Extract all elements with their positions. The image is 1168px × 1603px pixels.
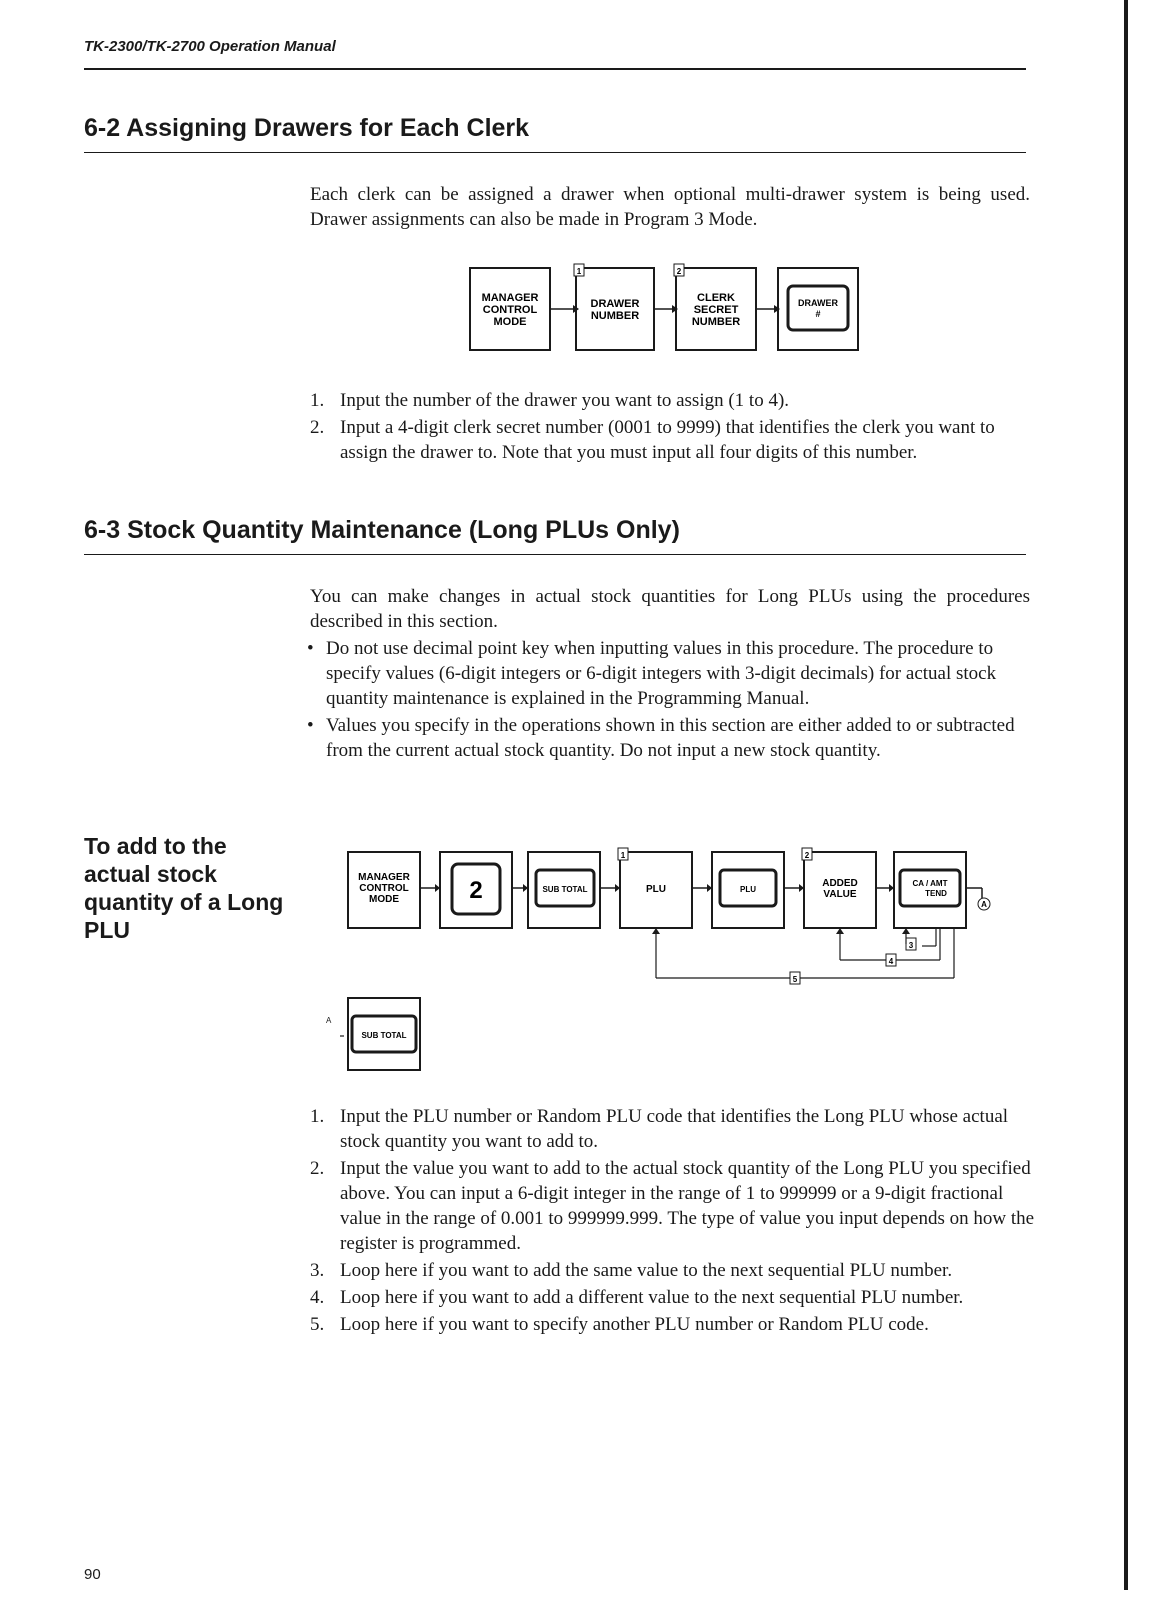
diagram2-mcm-line1: MANAGER (358, 872, 410, 883)
bullet-text: Values you specify in the operations shown in this section are either added to or subtracted from the current actual stock quantity. Do not input a new stock quantity. (326, 715, 1015, 761)
step-text: Loop here if you want to add a different value to the next sequential PLU number. (340, 1287, 964, 1308)
list-item (304, 636, 1022, 711)
list-item (310, 1258, 1035, 1283)
list-item (310, 1104, 1035, 1154)
diagram1-mcm-line2: CONTROL (482, 304, 538, 316)
diagram2-plu-input-label: PLU (646, 884, 666, 895)
step-number: 2. (310, 1158, 325, 1179)
list-item (310, 388, 1035, 413)
header-rule (84, 68, 1026, 70)
step-text: Loop here if you want to add the same value to the next sequential PLU number. (340, 1260, 953, 1281)
diagram1-step-marker-2: 2 (676, 267, 682, 276)
step-number: 1. (310, 390, 325, 411)
list-item (310, 1285, 1035, 1310)
section-6-2-steps (310, 388, 1035, 467)
drawer-assign-diagram (460, 258, 880, 358)
section-6-2-title: 6-2 Assigning Drawers for Each Clerk (84, 114, 530, 142)
section-6-2-rule (84, 152, 1026, 153)
diagram2-step-marker-5: 5 (792, 975, 798, 984)
section-6-3-title: 6-3 Stock Quantity Maintenance (Long PLUs Only) (84, 516, 680, 544)
list-item (304, 713, 1022, 763)
diagram2-ca-line2: TEND (925, 889, 947, 898)
step-number: 4. (310, 1287, 325, 1308)
diagram1-clerk-line3: NUMBER (691, 316, 741, 328)
diagram2-plu-key-label: PLU (740, 885, 756, 894)
step-number: 5. (310, 1314, 325, 1335)
diagram1-drawer-number-line1: DRAWER (590, 298, 640, 310)
diagram1-drawer-key-hash: # (815, 309, 821, 319)
diagram2-mcm-line3: MODE (369, 894, 399, 905)
bullet-text: Do not use decimal point key when inputting values in this procedure. The procedure to specify values (6-digit integers or 6-digit integers with 3-digit decimals) for actual stock quantity maintenance is explained in the Programming Manual. (326, 638, 997, 709)
diagram2-step-marker-3: 3 (908, 941, 914, 950)
side-heading: To add to the actual stock quantity of a Long PLU (84, 833, 284, 943)
page-number: 90 (84, 1566, 101, 1583)
diagram1-drawer-number-line2: NUMBER (590, 310, 640, 322)
continuation-connector-a: A (326, 1016, 332, 1025)
diagram2-ca-line1: CA / AMT (912, 879, 948, 888)
section-6-3-intro: You can make changes in actual stock quantities for Long PLUs using the procedures described in this section. (310, 586, 1030, 632)
step-text: Loop here if you want to specify another PLU number or Random PLU code. (340, 1314, 929, 1335)
diagram2-mcm-line2: CONTROL (359, 883, 409, 894)
diagram2-step-marker-2: 2 (804, 851, 810, 860)
diagram2-connector-a: A (981, 900, 987, 909)
diagram2-subtotal-label-2: SUB TOTAL (361, 1031, 407, 1040)
ca-amt-tend-key (900, 870, 960, 906)
section-6-3-rule (84, 554, 1026, 555)
step-text: Input the PLU number or Random PLU code that identifies the Long PLU whose actual stock quantity you want to add to. (340, 1106, 1009, 1152)
diagram2-added-value-line1: ADDED (822, 878, 858, 889)
diagram1-clerk-line2: SECRET (693, 304, 739, 316)
step-text: Input the number of the drawer you want to assign (1 to 4). (340, 390, 790, 411)
diagram1-drawer-key-label: DRAWER (798, 298, 838, 308)
bullet-dot: • (307, 638, 314, 659)
list-item (310, 1312, 1035, 1337)
running-header: TK-2300/TK-2700 Operation Manual (84, 38, 336, 55)
diagram1-mcm-line3: MODE (493, 316, 527, 328)
step-number: 3. (310, 1260, 325, 1281)
drawer-key (788, 286, 848, 330)
bullet-dot: • (307, 715, 314, 736)
diagram2-step-marker-4: 4 (888, 957, 894, 966)
step-text: Input a 4-digit clerk secret number (0001 to 9999) that identifies the clerk you want to assign the drawer to. Note that you must input all four digits of this number. (340, 417, 995, 463)
diagram2-added-value-line2: VALUE (823, 889, 857, 900)
binding-edge (1124, 0, 1128, 1590)
step-number: 2. (310, 417, 325, 438)
diagram1-clerk-line1: CLERK (697, 292, 735, 304)
section-6-3-bullets (304, 636, 1022, 765)
diagram2-subtotal-label: SUB TOTAL (542, 885, 588, 894)
list-item (310, 1156, 1035, 1256)
list-item (310, 415, 1035, 465)
step-text: Input the value you want to add to the actual stock quantity of the Long PLU you specified above. You can input a 6-digit integer in the range of 1 to 999999 or a 9-digit fractional value in the range of 0.001 to 999999.999. The type of value you input depends on how the register is programmed. (340, 1158, 1035, 1254)
section-6-2-intro: Each clerk can be assigned a drawer when optional multi-drawer system is being used. Drawer assignments can also be made in Program 3 Mode. (310, 184, 1030, 230)
step-number: 1. (310, 1106, 325, 1127)
diagram2-step-marker-1: 1 (620, 851, 626, 860)
stock-add-diagram (340, 840, 1020, 1090)
diagram1-mcm-line1: MANAGER (481, 292, 539, 304)
diagram1-step-marker-1: 1 (576, 267, 582, 276)
section-6-3-steps (310, 1104, 1035, 1339)
diagram2-key-2-label: 2 (469, 877, 483, 904)
